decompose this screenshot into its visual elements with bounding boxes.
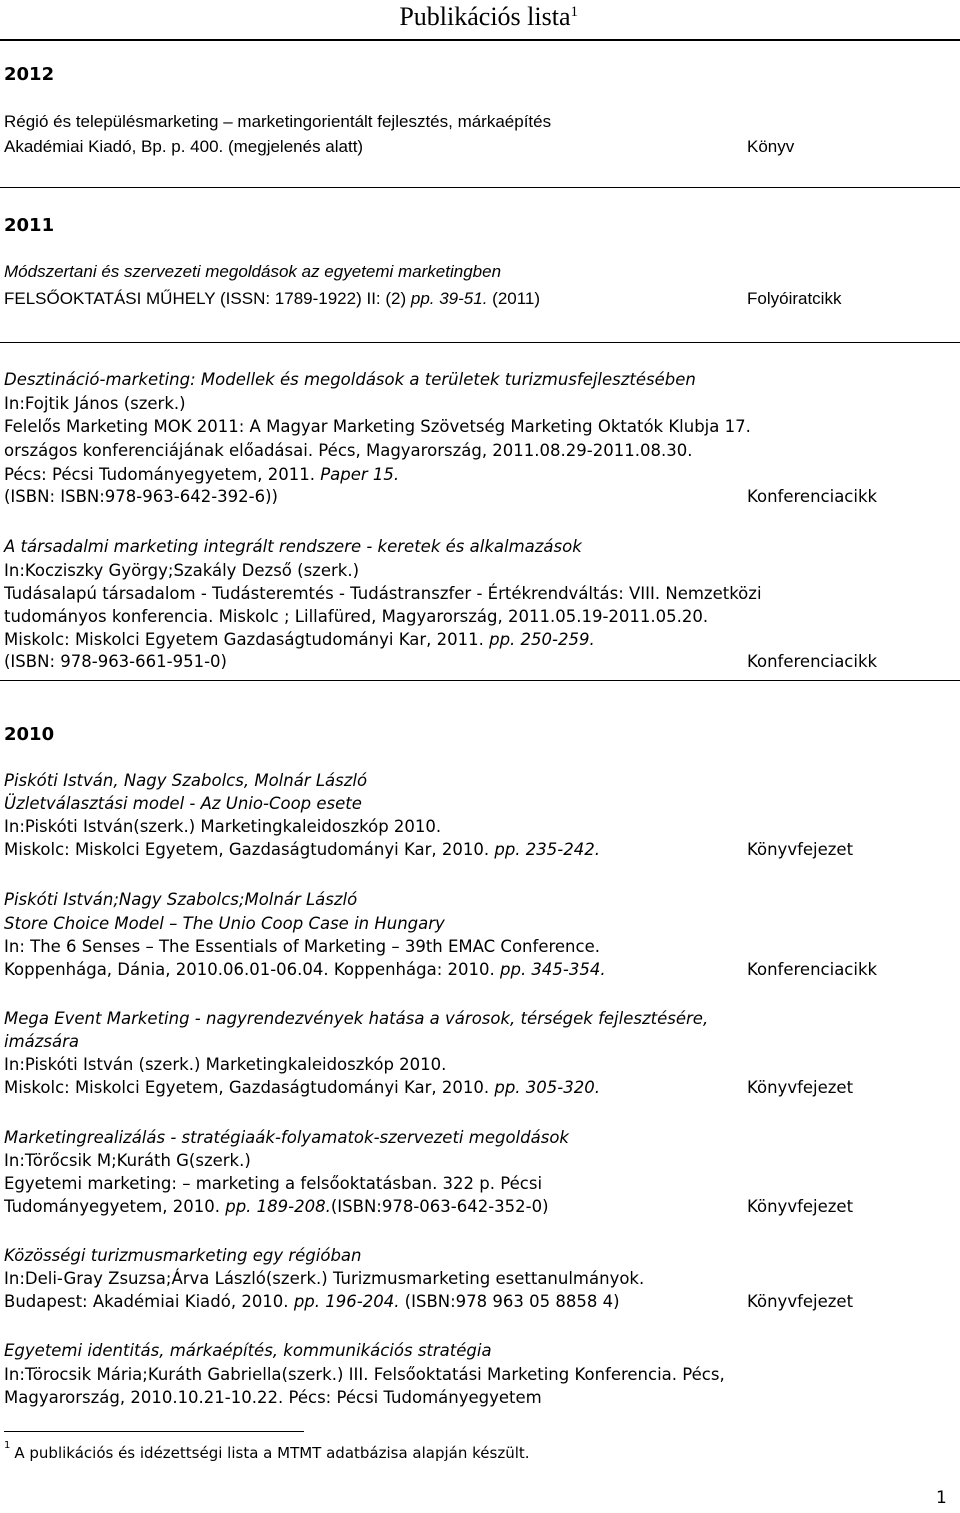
- page-title: [399, 2, 578, 32]
- entry-title: Egyetemi identitás, márkaépítés, kommunikációs stratégia: [4, 1341, 492, 1360]
- entry-type: Könyvfejezet: [747, 1292, 854, 1311]
- entry-type: Folyóiratcikk: [747, 289, 842, 308]
- entry-type: Konferenciacikk: [747, 487, 878, 506]
- publisher: Tudományegyetem, 2010.: [4, 1197, 226, 1216]
- isbn: (ISBN:978 963 05 8858 4): [399, 1292, 620, 1311]
- entry-title: Régió és településmarketing – marketingorientált fejlesztés, márkaépítés: [4, 112, 552, 131]
- entry-detail: [4, 1292, 620, 1311]
- entry-title: Üzletválasztási model - Az Unio-Coop esete: [4, 794, 362, 813]
- divider: [0, 342, 960, 343]
- entry-editor: In:Törocsik Mária;Kuráth Gabriella(szerk.) III. Felsőoktatási Marketing Konferencia. Pécs,: [4, 1365, 725, 1384]
- entry-title: Desztináció-marketing: Modellek és megoldások a területek turizmusfejlesztésében: [4, 370, 696, 389]
- entry-type: Konferenciacikk: [747, 652, 878, 671]
- isbn: (ISBN:978-063-642-352-0): [330, 1197, 549, 1216]
- entry-title: A társadalmi marketing integrált rendszere - keretek és alkalmazások: [4, 537, 582, 556]
- entry-title: Store Choice Model – The Unio Coop Case in Hungary: [4, 914, 445, 933]
- pages: pp. 250-259.: [489, 630, 595, 649]
- entry-editor: In:Fojtik János (szerk.): [4, 394, 186, 413]
- entry-title-cont: imázsára: [4, 1032, 80, 1051]
- entry-authors: Piskóti István;Nagy Szabolcs;Molnár László: [4, 890, 358, 909]
- page-number: 1: [936, 1488, 947, 1508]
- year: (2011): [487, 289, 541, 308]
- entry-detail: [4, 630, 595, 649]
- entry-editor: In:Piskóti István (szerk.) Marketingkaleidoszkóp 2010.: [4, 1055, 447, 1074]
- entry-title: Módszertani és szervezeti megoldások az egyetemi marketingben: [4, 262, 502, 281]
- pages: pp. 235-242.: [494, 840, 600, 859]
- page-title-text: Publikációs lista: [399, 2, 571, 31]
- entry-isbn: (ISBN: ISBN:978-963-642-392-6)): [4, 487, 278, 506]
- entry-editor: In:Törőcsik M;Kuráth G(szerk.): [4, 1151, 251, 1170]
- entry-type: Konferenciacikk: [747, 960, 878, 979]
- entry-title: Közösségi turizmusmarketing egy régióban: [4, 1246, 362, 1265]
- entry-editor: In:Kocziszky György;Szakály Dezső (szerk.): [4, 561, 359, 580]
- entry-detail: [4, 840, 600, 859]
- pages: Paper 15.: [320, 465, 400, 484]
- publisher: Pécs: Pécsi Tudományegyetem, 2011.: [4, 465, 321, 484]
- pages: pp. 39-51.: [410, 289, 488, 308]
- pages: pp. 196-204.: [293, 1292, 400, 1311]
- publisher: Koppenhága, Dánia, 2010.06.01-06.04. Koppenhága: 2010.: [4, 960, 500, 979]
- entry-type: Könyvfejezet: [747, 840, 854, 859]
- year-heading-2011: 2011: [4, 215, 55, 236]
- entry-title: Mega Event Marketing - nagyrendezvények hatása a városok, térségek fejlesztésére,: [4, 1009, 709, 1028]
- year-heading-2010: 2010: [4, 724, 55, 745]
- entry-editor: In:Deli-Gray Zsuzsa;Árva László(szerk.) Turizmusmarketing esettanulmányok.: [4, 1269, 645, 1288]
- entry-type: Könyvfejezet: [747, 1197, 854, 1216]
- entry-editor: In:Piskóti István(szerk.) Marketingkaleidoszkóp 2010.: [4, 817, 442, 836]
- footnote: [4, 1440, 530, 1462]
- footnote-divider: [4, 1431, 304, 1432]
- entry-type: Könyvfejezet: [747, 1078, 854, 1097]
- entry-type: Könyv: [747, 137, 795, 156]
- publisher: Budapest: Akadémiai Kiadó, 2010.: [4, 1292, 294, 1311]
- entry-detail: országos konferenciájának előadásai. Pécs, Magyarország, 2011.08.29-2011.08.30.: [4, 441, 693, 460]
- entry-detail: Egyetemi marketing: – marketing a felsőoktatásban. 322 p. Pécsi: [4, 1174, 543, 1193]
- entry-isbn: (ISBN: 978-963-661-951-0): [4, 652, 227, 671]
- entry-detail: In: The 6 Senses – The Essentials of Marketing – 39th EMAC Conference.: [4, 937, 600, 956]
- entry-detail: Tudásalapú társadalom - Tudásteremtés - Tudástranszfer - Értékrendváltás: VIII. Nemzetközi: [4, 584, 762, 603]
- entry-detail: Akadémiai Kiadó, Bp. p. 400. (megjelenés alatt): [4, 137, 364, 156]
- divider: [0, 39, 960, 41]
- pages: pp. 305-320.: [494, 1078, 600, 1097]
- pages: pp. 345-354.: [500, 960, 606, 979]
- footnote-text: A publikációs és idézettségi lista a MTMT adatbázisa alapján készült.: [14, 1444, 530, 1462]
- entry-detail: Magyarország, 2010.10.21-10.22. Pécs: Pécsi Tudományegyetem: [4, 1388, 542, 1407]
- publisher: Miskolc: Miskolci Egyetem, Gazdaságtudományi Kar, 2010.: [4, 840, 495, 859]
- footnote-marker: 1: [570, 4, 578, 20]
- entry-detail: [4, 960, 606, 979]
- entry-detail: [4, 465, 399, 484]
- divider: [0, 187, 960, 188]
- entry-detail: [4, 289, 540, 309]
- entry-detail: tudományos konferencia. Miskolc ; Lillafüred, Magyarország, 2011.05.19-2011.05.20.: [4, 607, 709, 626]
- entry-authors: Piskóti István, Nagy Szabolcs, Molnár László: [4, 771, 368, 790]
- publisher: Miskolc: Miskolci Egyetem Gazdaságtudományi Kar, 2011.: [4, 630, 490, 649]
- journal: FELSŐOKTATÁSI MŰHELY (ISSN: 1789-1922) II: (2): [4, 289, 411, 308]
- publisher: Miskolc: Miskolci Egyetem, Gazdaságtudományi Kar, 2010.: [4, 1078, 495, 1097]
- divider: [0, 680, 960, 681]
- pages: pp. 189-208.: [225, 1197, 331, 1216]
- entry-title: Marketingrealizálás - stratégiaák-folyamatok-szervezeti megoldások: [4, 1128, 569, 1147]
- entry-detail: [4, 1078, 600, 1097]
- entry-detail: [4, 1197, 549, 1216]
- entry-detail: Felelős Marketing MOK 2011: A Magyar Marketing Szövetség Marketing Oktatók Klubja 17.: [4, 417, 751, 436]
- year-heading-2012: 2012: [4, 64, 55, 85]
- footnote-marker: 1: [4, 1440, 11, 1451]
